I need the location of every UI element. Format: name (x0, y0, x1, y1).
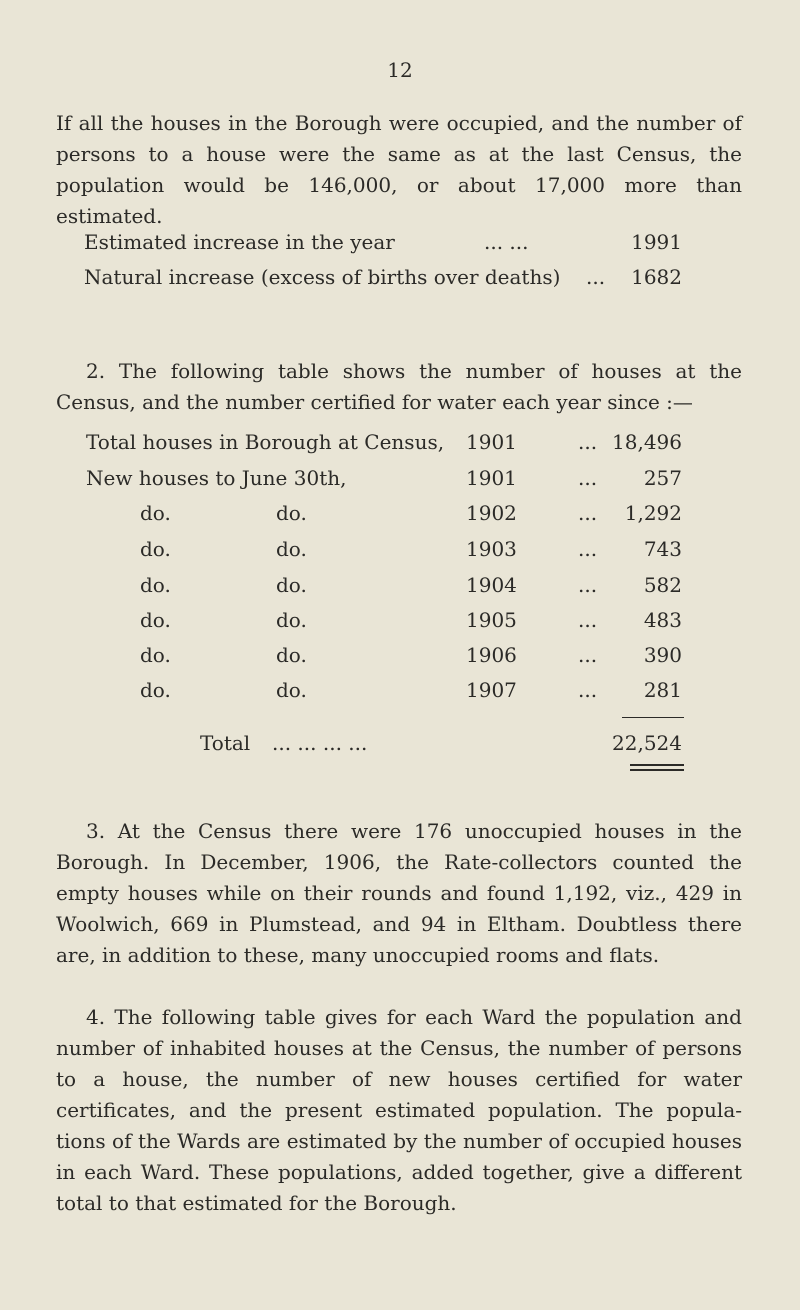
row-dots: ... (578, 678, 598, 702)
intro-paragraph: If all the houses in the Borough were occupied, and the number of persons to a house were the same as at the last Census, the population would be 146,000, or about 17,000 more than estimated. (56, 111, 742, 228)
row-do-1: do. (140, 643, 171, 667)
natural-increase-dots: ... (586, 265, 606, 289)
row-do-2: do. (276, 643, 307, 667)
row-year: 1906 (466, 643, 517, 667)
row-value: 281 (643, 678, 682, 702)
increase-dots: ... ... (484, 230, 529, 254)
natural-increase-value: 1682 (631, 265, 682, 289)
natural-increase-row (84, 262, 560, 292)
increase-label: Estimated increase in the year (84, 230, 395, 254)
row-dots: ... (578, 608, 598, 632)
row-do-1: do. (140, 501, 171, 525)
row-value: 743 (643, 537, 682, 561)
row-year: 1902 (466, 501, 517, 525)
row-dots: ... (578, 501, 598, 525)
increase-row (84, 227, 395, 257)
row-year: 1903 (466, 537, 517, 561)
row-value: 390 (643, 643, 682, 667)
table-row (86, 463, 346, 493)
row-do-1: do. (140, 608, 171, 632)
natural-increase-label: Natural increase (excess of births over deaths) (84, 265, 561, 289)
total-double-rule-top (630, 764, 684, 766)
row-value: 582 (643, 573, 682, 597)
row-do-2: do. (276, 537, 307, 561)
row-year: 1904 (466, 573, 517, 597)
row-do-2: do. (276, 608, 307, 632)
row-label: New houses to June 30th, (86, 466, 347, 490)
row-value: 18,496 (612, 430, 682, 454)
sum-rule (622, 717, 684, 718)
row-dots: ... (578, 573, 598, 597)
row-year: 1901 (466, 430, 517, 454)
row-year: 1901 (466, 466, 517, 490)
row-value: 483 (643, 608, 682, 632)
section-3-paragraph: 3. At the Census there were 176 unoccupied houses in the Borough. In December, 1906, the Rate-collectors counted the empty houses while on their rounds and found 1,192, viz., 429 in Woolwich, 669 in Plumstead, and 94 in Eltham. Doubtless there are, in addition to these, many unoccupied rooms and flats. (56, 819, 742, 967)
total-double-rule-bottom (630, 769, 684, 771)
section-4-paragraph: 4. The following table gives for each Ward the population and number of inhabited houses at the Census, the number of persons to a house, the number of new houses certified for water certificates, and the present estimated population. The popula- tions of the Wards are estimated by the number of occupied houses in each Ward. These populations, added together, give a different total to that estimated for the Borough. (56, 1005, 742, 1215)
table-row (86, 427, 444, 457)
row-label: Total houses in Borough at Census, (86, 430, 445, 454)
row-do-1: do. (140, 537, 171, 561)
row-value: 257 (643, 466, 682, 490)
page-number: 12 (387, 58, 413, 82)
row-year: 1907 (466, 678, 517, 702)
row-do-2: do. (276, 678, 307, 702)
total-label: Total (200, 731, 251, 755)
row-do-1: do. (140, 573, 171, 597)
row-do-2: do. (276, 573, 307, 597)
total-value: 22,524 (612, 731, 682, 755)
total-dots: ... ... ... ... (272, 731, 368, 755)
row-year: 1905 (466, 608, 517, 632)
row-dots: ... (578, 430, 598, 454)
row-do-2: do. (276, 501, 307, 525)
row-dots: ... (578, 537, 598, 561)
row-dots: ... (578, 643, 598, 667)
increase-value: 1991 (631, 230, 682, 254)
section-2-paragraph: 2. The following table shows the number of houses at the Census, and the number certified for water each year since :— (56, 359, 742, 414)
row-do-1: do. (140, 678, 171, 702)
row-dots: ... (578, 466, 598, 490)
row-value: 1,292 (624, 501, 682, 525)
